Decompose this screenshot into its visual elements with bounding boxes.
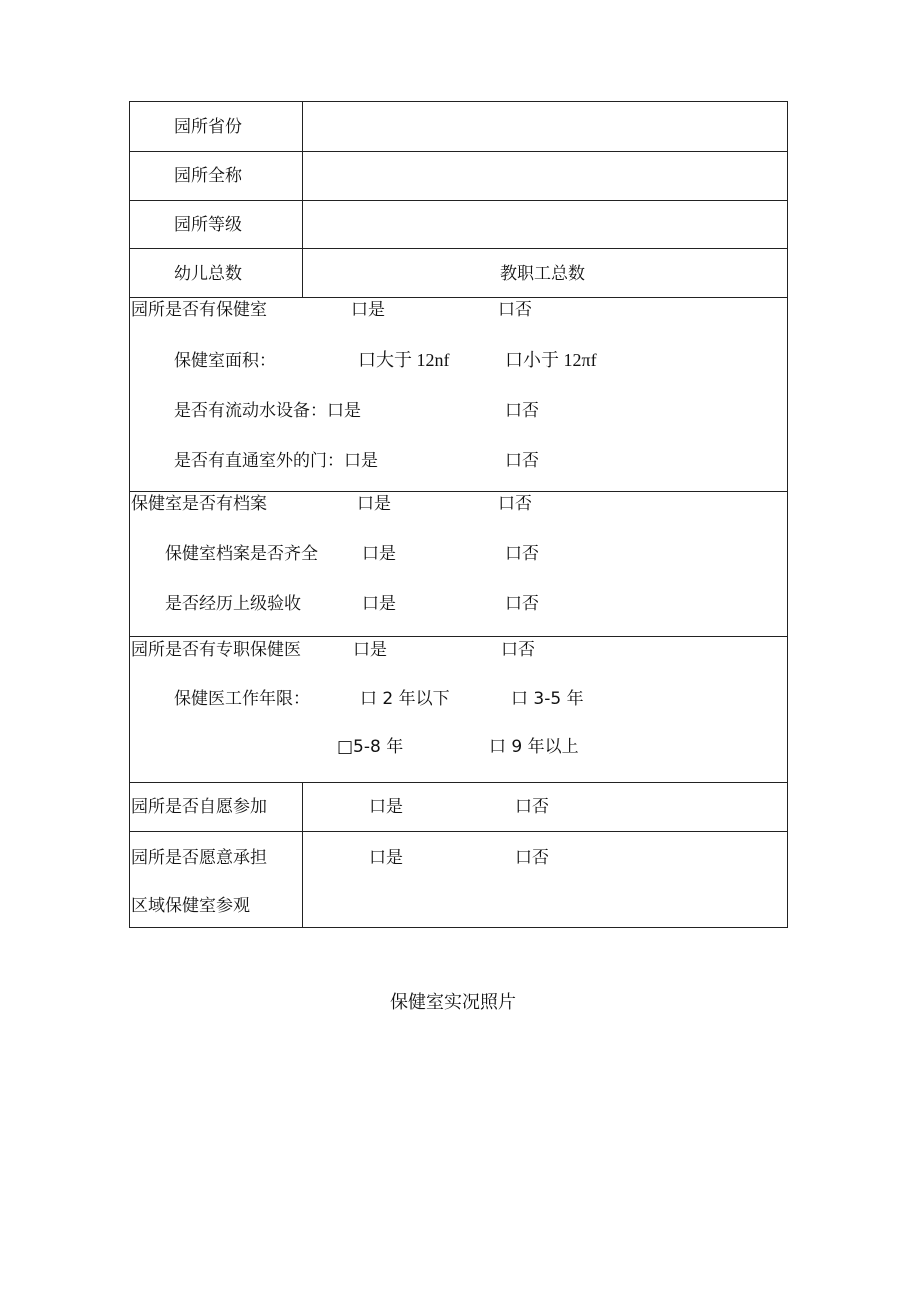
voluntary-yes-checkbox[interactable]: 口是 (369, 797, 403, 817)
records-yes-checkbox[interactable]: 口是 (357, 494, 391, 514)
years-5-8-checkbox[interactable]: □5-8 年 (337, 737, 404, 757)
row-divider (130, 248, 787, 249)
host-visit-yes-checkbox[interactable]: 口是 (369, 848, 403, 868)
running-water-no-checkbox[interactable]: 口否 (505, 401, 539, 421)
row-divider (130, 491, 787, 492)
staff-count-label: 教职工总数 (500, 264, 585, 284)
grade-label: 园所等级 (174, 215, 242, 235)
records-complete-no-checkbox[interactable]: 口否 (505, 544, 539, 564)
years-3-5-checkbox[interactable]: 口 3-5 年 (511, 689, 584, 709)
running-water-question[interactable]: 是否有流动水设备：口是 (174, 401, 361, 421)
inspection-yes-checkbox[interactable]: 口是 (362, 594, 396, 614)
doctor-years-label: 保健医工作年限： (174, 689, 310, 709)
fullname-field[interactable] (304, 152, 786, 198)
province-field[interactable] (304, 103, 786, 149)
voluntary-question: 园所是否自愿参加 (131, 797, 267, 817)
inspection-no-checkbox[interactable]: 口否 (505, 594, 539, 614)
row-divider (130, 297, 787, 298)
host-visit-question-line2: 区域保健室参观 (131, 896, 250, 916)
area-greater-checkbox[interactable]: 口大于 12nf (358, 350, 450, 370)
records-question: 保健室是否有档案 (131, 494, 267, 514)
column-divider (302, 782, 303, 928)
voluntary-no-checkbox[interactable]: 口否 (515, 797, 549, 817)
health-room-yes-checkbox[interactable]: 口是 (351, 300, 385, 320)
row-divider (130, 782, 787, 783)
host-visit-no-checkbox[interactable]: 口否 (515, 848, 549, 868)
records-complete-question: 保健室档案是否齐全 (165, 544, 318, 564)
children-count-label: 幼儿总数 (174, 264, 242, 284)
host-visit-question-line1: 园所是否愿意承担 (131, 848, 267, 868)
doctor-yes-checkbox[interactable]: 口是 (353, 640, 387, 660)
years-under-2-checkbox[interactable]: 口 2 年以下 (360, 689, 450, 709)
health-room-area-label: 保健室面积： (174, 351, 276, 371)
row-divider (130, 831, 787, 832)
province-label: 园所省份 (174, 117, 242, 137)
column-divider (302, 102, 303, 297)
area-less-checkbox[interactable]: 口小于 12πf (505, 350, 597, 370)
inspection-question: 是否经历上级验收 (165, 594, 301, 614)
records-complete-yes-checkbox[interactable]: 口是 (362, 544, 396, 564)
grade-field[interactable] (304, 201, 786, 247)
row-divider (130, 636, 787, 637)
health-room-no-checkbox[interactable]: 口否 (498, 300, 532, 320)
doctor-no-checkbox[interactable]: 口否 (501, 640, 535, 660)
outdoor-door-question[interactable]: 是否有直通室外的门：口是 (174, 451, 378, 471)
records-no-checkbox[interactable]: 口否 (498, 494, 532, 514)
doctor-question: 园所是否有专职保健医 (131, 640, 301, 660)
years-9-plus-checkbox[interactable]: 口 9 年以上 (489, 737, 579, 757)
outdoor-door-no-checkbox[interactable]: 口否 (505, 451, 539, 471)
fullname-label: 园所全称 (174, 166, 242, 186)
health-room-question: 园所是否有保健室 (131, 300, 267, 320)
photo-caption: 保健室实况照片 (390, 992, 516, 1013)
